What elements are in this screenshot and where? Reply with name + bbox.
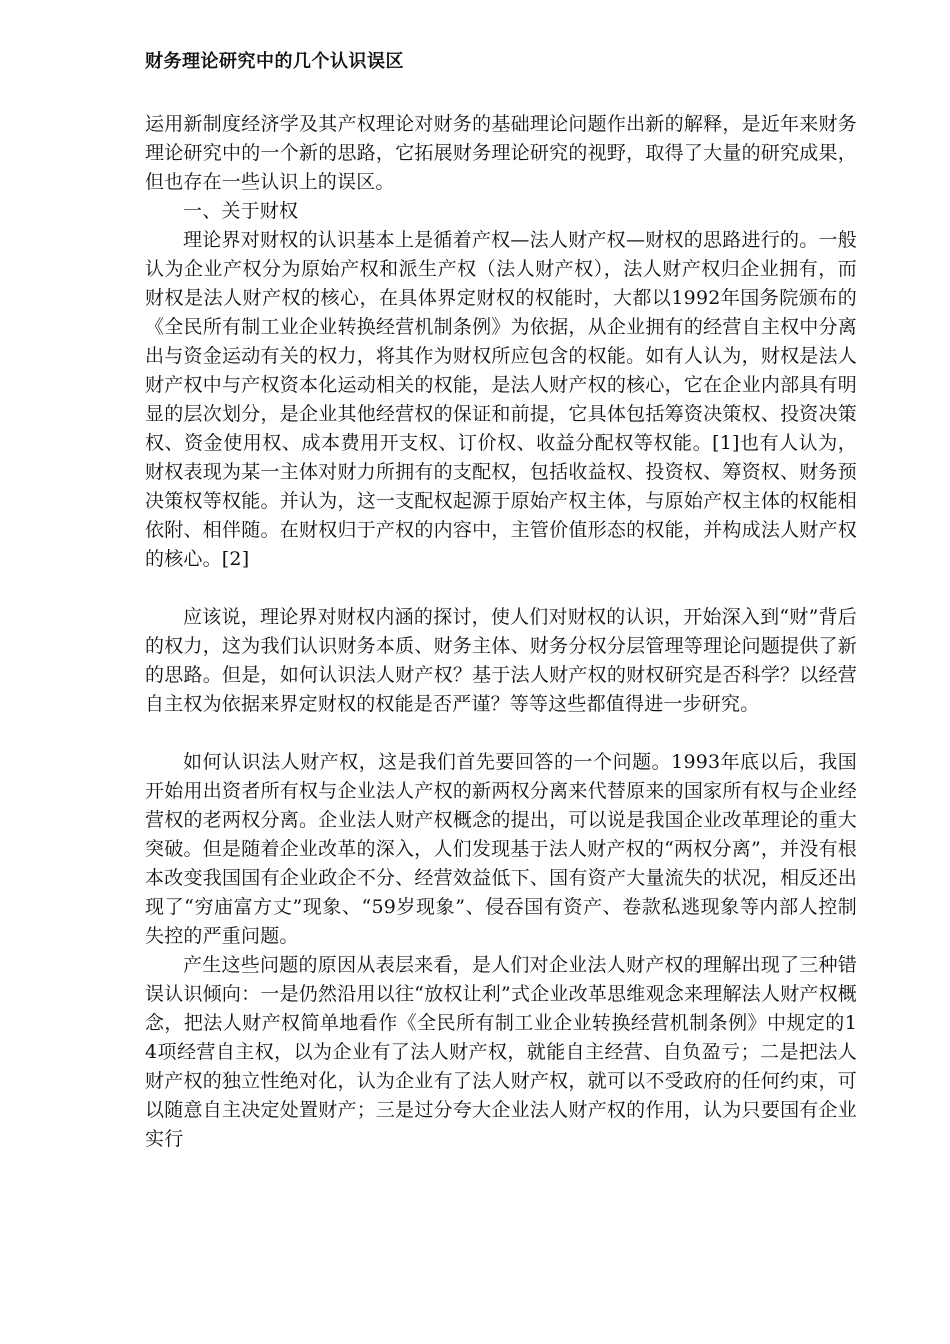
paragraph-spacer <box>145 719 857 748</box>
paragraph-evaluation: 应该说，理论界对财权内涵的探讨，使人们对财权的认识，开始深入到“财”背后的权力，这为我们认识财务本质、财务主体、财务分权分层管理等理论问题提供了新的思路。但是，如何认识法人财产权？基于法人财产权的财权研究是否科学？以经营自主权为依据来界定财权的权能是否严谨？等等这些都值得进一步研究。 <box>145 606 857 715</box>
paragraph-intro: 运用新制度经济学及其产权理论对财务的基础理论问题作出新的解释，是近年来财务理论研究中的一个新的思路，它拓展财务理论研究的视野，取得了大量的研究成果，但也存在一些认识上的误区。 <box>145 113 857 193</box>
section-heading-financial-rights: 一、关于财权 <box>183 200 299 222</box>
paragraph-financial-rights-views: 理论界对财权的认识基本上是循着产权—法人财产权—财权的思路进行的。一般认为企业产权分为原始产权和派生产权（法人财产权），法人财产权归企业拥有，而财权是法人财产权的核心，在具体界定财权的权能时，大都以1992年国务院颁布的《全民所有制工业企业转换经营机制条例》为依据，从企业拥有的经营自主权中分离出与资金运动有关的权力，将其作为财权所应包含的权能。如有人认为，财权是法人财产权中与产权资本化运动相关的权能，是法人财产权的核心，它在企业内部具有明显的层次划分，是企业其他经营权的保证和前提，它具体包括筹资决策权、投资决策权、资金使用权、成本费用开支权、订价权、收益分配权等权能。[1]也有人认为，财权表现为某一主体对财力所拥有的支配权，包括收益权、投资权、筹资权、财务预决策权等权能。并认为，这一支配权起源于原始产权主体，与原始产权主体的权能相依附、相伴随。在财权归于产权的内容中，主管价值形态的权能，并构成法人财产权的核心。[2] <box>145 229 857 570</box>
paragraph-causes: 产生这些问题的原因从表层来看，是人们对企业法人财产权的理解出现了三种错误认识倾向：一是仍然沿用以往“放权让利”式企业改革思维观念来理解法人财产权概念，把法人财产权简单地看作《全民所有制工业企业转换经营机制条例》中规定的14项经营自主权，以为企业有了法人财产权，就能自主经营、自负盈亏；二是把法人财产权的独立性绝对化，认为企业有了法人财产权，就可以不受政府的任何约束，可以随意自主决定处置财产；三是过分夸大企业法人财产权的作用，认为只要国有企业实行 <box>145 954 857 1150</box>
document-title: 财务理论研究中的几个认识误区 <box>145 51 404 72</box>
paragraph-legal-person-property: 如何认识法人财产权，这是我们首先要回答的一个问题。1993年底以后，我国开始用出资者所有权与企业法人产权的新两权分离来代替原来的国家所有权与企业经营权的老两权分离。企业法人财产权概念的提出，可以说是我国企业改革理论的重大突破。但是随着企业改革的深入，人们发现基于法人财产权的“两权分离”，并没有根本改变我国国有企业政企不分、经营效益低下、国有资产大量流失的状况，相反还出现了“穷庙富方丈”现象、“59岁现象”、侵吞国有资产、卷款私逃现象等内部人控制失控的严重问题。 <box>145 751 857 947</box>
paragraph-spacer <box>145 574 857 603</box>
document-page <box>145 48 857 1154</box>
